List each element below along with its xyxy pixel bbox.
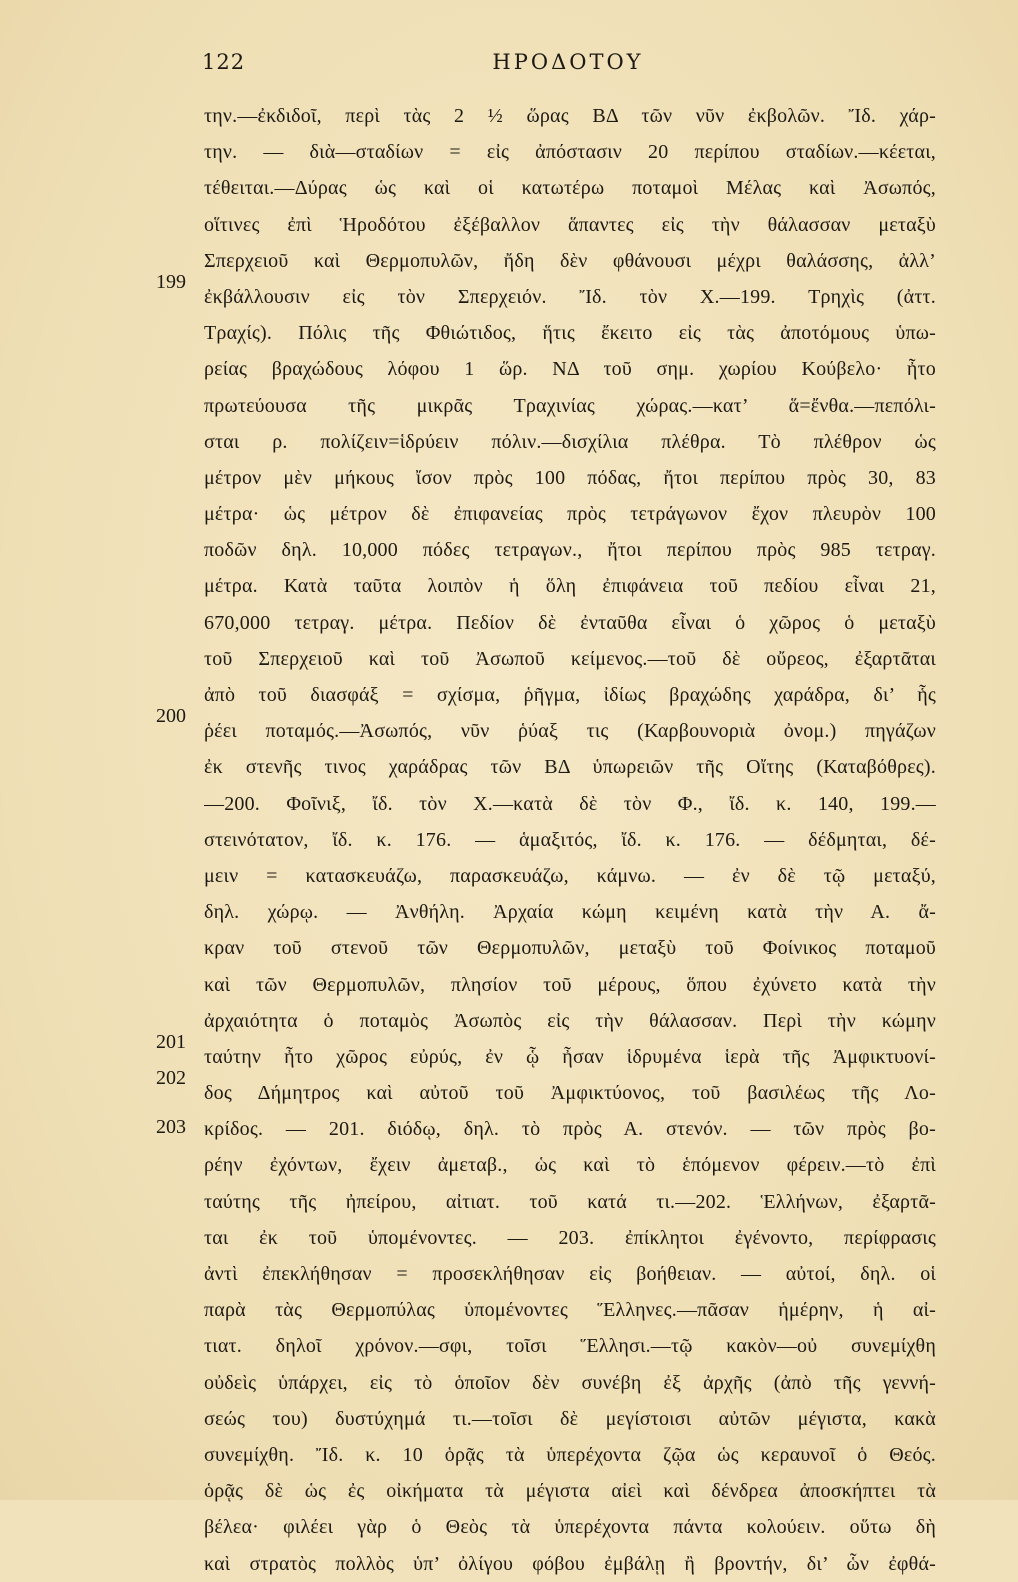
running-head: ΗΡΟΔΟΤΟΥ	[492, 50, 644, 74]
text-line: καὶ στρατὸς πολλὸς ὑπ’ ὀλίγου φόβου ἐμβάλῃ ἢ βροντήν, δι’ ὧν ἐφθά-	[204, 1552, 936, 1575]
text-line: συνεμίχθη. Ἴδ. κ. 10 ὁρᾷς τὰ ὑπερέχοντα ζῷα ὡς κεραυνοῖ ὁ Θεός.	[204, 1443, 936, 1466]
text-line: Σπερχειοῦ καὶ Θερμοπυλῶν, ἤδη δὲν φθάνουσι μέχρι θαλάσσης, ἀλλ’	[204, 249, 936, 272]
text-line: Τραχίς). Πόλις τῆς Φθιώτιδος, ἥτις ἔκειτο εἰς τὰς ἀποτόμους ὑπω-	[204, 322, 936, 345]
text-line: δος Δήμητρος καὶ αὐτοῦ τοῦ Ἀμφικτύονος, τοῦ βασιλέως τῆς Λο-	[204, 1082, 936, 1105]
text-line: μέτρα· ὡς μέτρον δὲ ἐπιφανείας πρὸς τετράγωνον ἔχον πλευρὸν 100	[204, 503, 936, 526]
text-line: ποδῶν δηλ. 10,000 πόδες τετραγων., ἤτοι περίπου πρὸς 985 τετραγ.	[204, 539, 936, 562]
commentary-text	[204, 98, 936, 1582]
text-line: ται ἐκ τοῦ ὑπομένοντες. — 203. ἐπίκλητοι ἐγένοντο, περίφρασις	[204, 1226, 936, 1249]
text-line: οὐδεὶς ὑπάρχει, εἰς τὸ ὁποῖον δὲν συνέβη ἐξ ἀρχῆς (ἀπὸ τῆς γεννή-	[204, 1371, 936, 1394]
text-line: την.—ἐκδιδοῖ, περὶ τὰς 2 ½ ὥρας ΒΔ τῶν νῦν ἐκβολῶν. Ἴδ. χάρ-	[204, 105, 936, 127]
text-line: σεώς του) δυστύχημά τι.—τοῖσι δὲ μεγίστοισι αὐτῶν μέγιστα, κακὰ	[204, 1407, 936, 1430]
text-line: πρωτεύουσα τῆς μικρᾶς Τραχινίας χώρας.—κατ’ ἅ=ἔνθα.—πεπόλι-	[204, 394, 936, 417]
text-line: ἐκ στενῆς τινος χαράδρας τῶν ΒΔ ὑπωρειῶν τῆς Οἴτης (Καταβόθρες).	[204, 756, 936, 779]
text-line: κραν τοῦ στενοῦ τῶν Θερμοπυλῶν, μεταξὺ τοῦ Φοίνικος ποταμοῦ	[204, 937, 936, 960]
text-line: ρέην ἐχόντων, ἔχειν ἀμεταβ., ὡς καὶ τὸ ἑπόμενον φέρειν.—τὸ ἐπὶ	[204, 1154, 936, 1177]
text-line: ῥέει ποταμός.—Ἀσωπός, νῦν ῥύαξ τις (Καρβουνοριὰ ὀνομ.) πηγάζων	[204, 720, 936, 743]
page-number: 122	[202, 50, 246, 74]
text-line: ρείας βραχώδους λόφου 1 ὥρ. ΝΔ τοῦ σημ. χωρίου Κούβελο· ἦτο	[204, 358, 936, 381]
text-line: ὁρᾷς δὲ ὡς ἐς οἰκήματα τὰ μέγιστα αἰεὶ καὶ δένδρεα ἀποσκήπτει τὰ	[204, 1480, 936, 1503]
text-line: στεινότατον, ἴδ. κ. 176. — ἁμαξιτός, ἴδ. κ. 176. — δέδμηται, δέ-	[204, 828, 936, 851]
page-header	[196, 48, 940, 84]
text-line: ταύτης τῆς ἠπείρου, αἰτιατ. τοῦ κατά τι.—202. Ἑλλήνων, ἐξαρτᾶ-	[204, 1190, 936, 1213]
text-line: μειν = κατασκευάζω, παρασκευάζω, κάμνω. — ἐν δὲ τῷ μεταξύ,	[204, 864, 936, 887]
text-line: τέθειται.—Δύρας ὡς καὶ οἱ κατωτέρω ποταμοὶ Μέλας καὶ Ἀσωπός,	[204, 177, 936, 200]
margin-section-number: 203	[156, 1116, 186, 1138]
text-line: καὶ τῶν Θερμοπυλῶν, πλησίον τοῦ μέρους, ὅπου ἐχύνετο κατὰ τὴν	[204, 973, 936, 996]
text-line: τιατ. δηλοῖ χρόνον.—σφι, τοῖσι Ἕλλησι.—τῷ κακὸν—οὐ συνεμίχθη	[204, 1335, 936, 1358]
text-line: ἐκβάλλουσιν εἰς τὸν Σπερχειόν. Ἴδ. τὸν Χ.—199. Τρηχὶς (ἀττ.	[204, 285, 936, 308]
text-line: παρὰ τὰς Θερμοπύλας ὑπομένοντες Ἕλληνες.—πᾶσαν ἡμέρην, ἡ αἰ-	[204, 1299, 936, 1322]
margin-section-number: 201	[156, 1031, 186, 1053]
text-line: ταύτην ἦτο χῶρος εὐρύς, ἐν ᾧ ἦσαν ἱδρυμένα ἱερὰ τῆς Ἀμφικτυονί-	[204, 1045, 936, 1068]
text-line: την. — διὰ—σταδίων = εἰς ἀπόστασιν 20 περίπου σταδίων.—κέεται,	[204, 141, 936, 164]
text-line: οἵτινες ἐπὶ Ἡροδότου ἐξέβαλλον ἅπαντες εἰς τὴν θάλασσαν μεταξὺ	[204, 213, 936, 236]
text-line: βέλεα· φιλέει γὰρ ὁ Θεὸς τὰ ὑπερέχοντα πάντα κολούειν. οὕτω δὴ	[204, 1516, 936, 1539]
text-line: —200. Φοῖνιξ, ἴδ. τὸν Χ.—κατὰ δὲ τὸν Φ., ἴδ. κ. 140, 199.—	[204, 792, 936, 815]
text-line: ἀπὸ τοῦ διασφάξ = σχίσμα, ῥῆγμα, ἰδίως βραχώδης χαράδρα, δι’ ἧς	[204, 684, 936, 706]
text-line: 670,000 τετραγ. μέτρα. Πεδίον δὲ ἐνταῦθα εἶναι ὁ χῶρος ὁ μεταξὺ	[204, 611, 936, 634]
text-line: μέτρον μὲν μήκους ἴσον πρὸς 100 πόδας, ἤτοι περίπου πρὸς 30, 83	[204, 466, 936, 489]
text-line: ἀρχαιότητα ὁ ποταμὸς Ἀσωπὸς εἰς τὴν θάλασσαν. Περὶ τὴν κώμην	[204, 1009, 936, 1032]
margin-section-number: 199	[156, 271, 186, 293]
text-line: δηλ. χώρῳ. — Ἀνθήλη. Ἀρχαία κώμη κειμένη κατὰ τὴν Α. ἄ-	[204, 901, 936, 924]
margin-section-number: 202	[156, 1067, 186, 1089]
text-line: ἀντὶ ἐπεκλήθησαν = προσεκλήθησαν εἰς βοήθειαν. — αὐτοί, δηλ. οἱ	[204, 1263, 936, 1285]
text-line: τοῦ Σπερχειοῦ καὶ τοῦ Ἀσωποῦ κείμενος.—τοῦ δὲ οὔρεος, ἐξαρτᾶται	[204, 647, 936, 670]
text-line: σται ρ. πολίζειν=ἱδρύειν πόλιν.—δισχίλια πλέθρα. Τὸ πλέθρον ὡς	[204, 430, 936, 453]
text-line: κρίδος. — 201. διόδῳ, δηλ. τὸ πρὸς Α. στενόν. — τῶν πρὸς βο-	[204, 1118, 936, 1141]
text-line: μέτρα. Κατὰ ταῦτα λοιπὸν ἡ ὅλη ἐπιφάνεια τοῦ πεδίου εἶναι 21,	[204, 575, 936, 598]
margin-section-number: 200	[156, 705, 186, 727]
